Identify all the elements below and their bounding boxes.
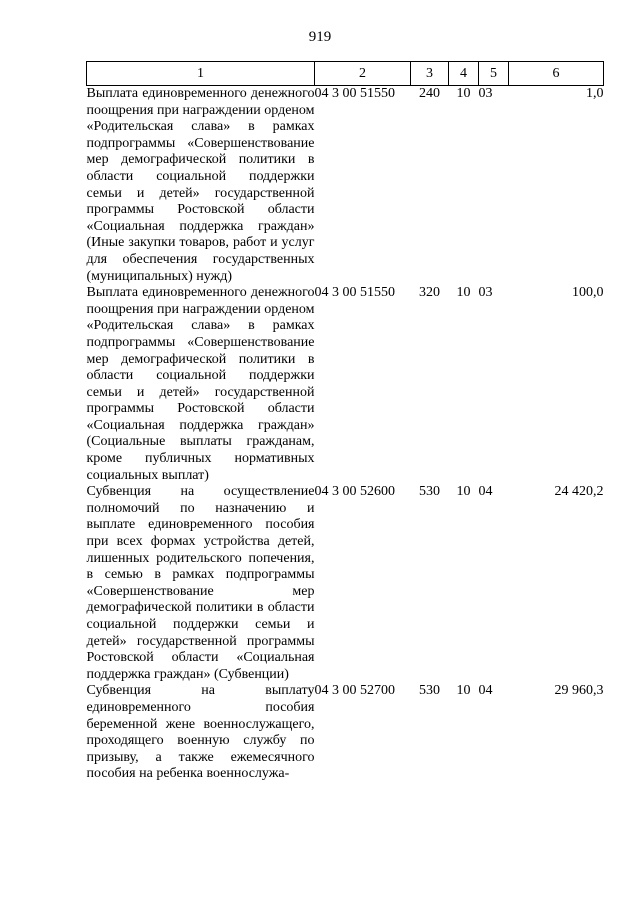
row-code: 04 3 00 52600 — [314, 484, 395, 500]
row-code: 04 3 00 51550 — [314, 285, 395, 301]
row-description: Выплата единовременного денежного поощрения при награждении орденом «Родительская слава» в рамках подпрограммы «Совершенствование мер демографической политики в области социальной поддержки семьи и детей» государственной программы Ростовской области «Социальная поддержка граждан» (Социальные выплаты гражданам, кроме публичных нормативных социальных выплат) — [86, 285, 315, 483]
page-number: 919 — [308, 29, 332, 45]
row-col5: 03 — [478, 285, 493, 301]
row-description: Субвенция на выплату единовременного пособия беременной жене военнослужащего, проходящего военную службу по призыву, а также ежемесячного пособия на ребенка военнослужа- — [86, 683, 315, 782]
row-col4: 10 — [456, 484, 471, 500]
header-col-3: 3 — [411, 62, 449, 86]
row-col5: 04 — [478, 683, 493, 699]
header-col-1: 1 — [87, 62, 315, 86]
row-col5: 03 — [478, 86, 493, 101]
row-col3: 530 — [419, 683, 440, 699]
row-amount: 1,0 — [586, 86, 604, 101]
row-description: Выплата единовременного денежного поощрения при награждении орденом «Родительская слава» в рамках подпрограммы «Совершенствование мер демографической политики в области социальной поддержки семьи и детей» государственной программы Ростовской области «Социальная поддержка граждан» (Иные закупки товаров, работ и услуг для обеспечения государственных (муниципальных) нужд) — [86, 86, 315, 284]
header-row — [87, 62, 604, 86]
budget-table — [86, 61, 604, 783]
table-row — [87, 683, 604, 783]
table-row — [87, 285, 604, 484]
row-col4: 10 — [456, 86, 471, 101]
row-col3: 530 — [419, 484, 440, 500]
row-col3: 320 — [419, 285, 440, 301]
row-description: Субвенция на осуществление полномочий по назначению и выплате единовременного пособия при всех формах устройства детей, лишенных родительского попечения, в семью в рамках подпрограммы «Совершенствование мер демографической политики в области социальной поддержки семьи и детей» государственной программы Ростовской области «Социальная поддержка граждан» (Субвенции) — [86, 484, 315, 682]
header-col-6: 6 — [509, 62, 604, 86]
header-col-5: 5 — [479, 62, 509, 86]
table-row — [87, 86, 604, 286]
table-row — [87, 484, 604, 683]
row-amount: 24 420,2 — [554, 484, 604, 500]
row-col5: 04 — [478, 484, 493, 500]
header-col-4: 4 — [449, 62, 479, 86]
row-code: 04 3 00 51550 — [314, 86, 395, 101]
row-col3: 240 — [419, 86, 440, 101]
row-col4: 10 — [456, 683, 471, 699]
header-col-2: 2 — [315, 62, 411, 86]
row-col4: 10 — [456, 285, 471, 301]
row-amount: 29 960,3 — [554, 683, 604, 699]
row-code: 04 3 00 52700 — [314, 683, 395, 699]
row-amount: 100,0 — [572, 285, 604, 301]
